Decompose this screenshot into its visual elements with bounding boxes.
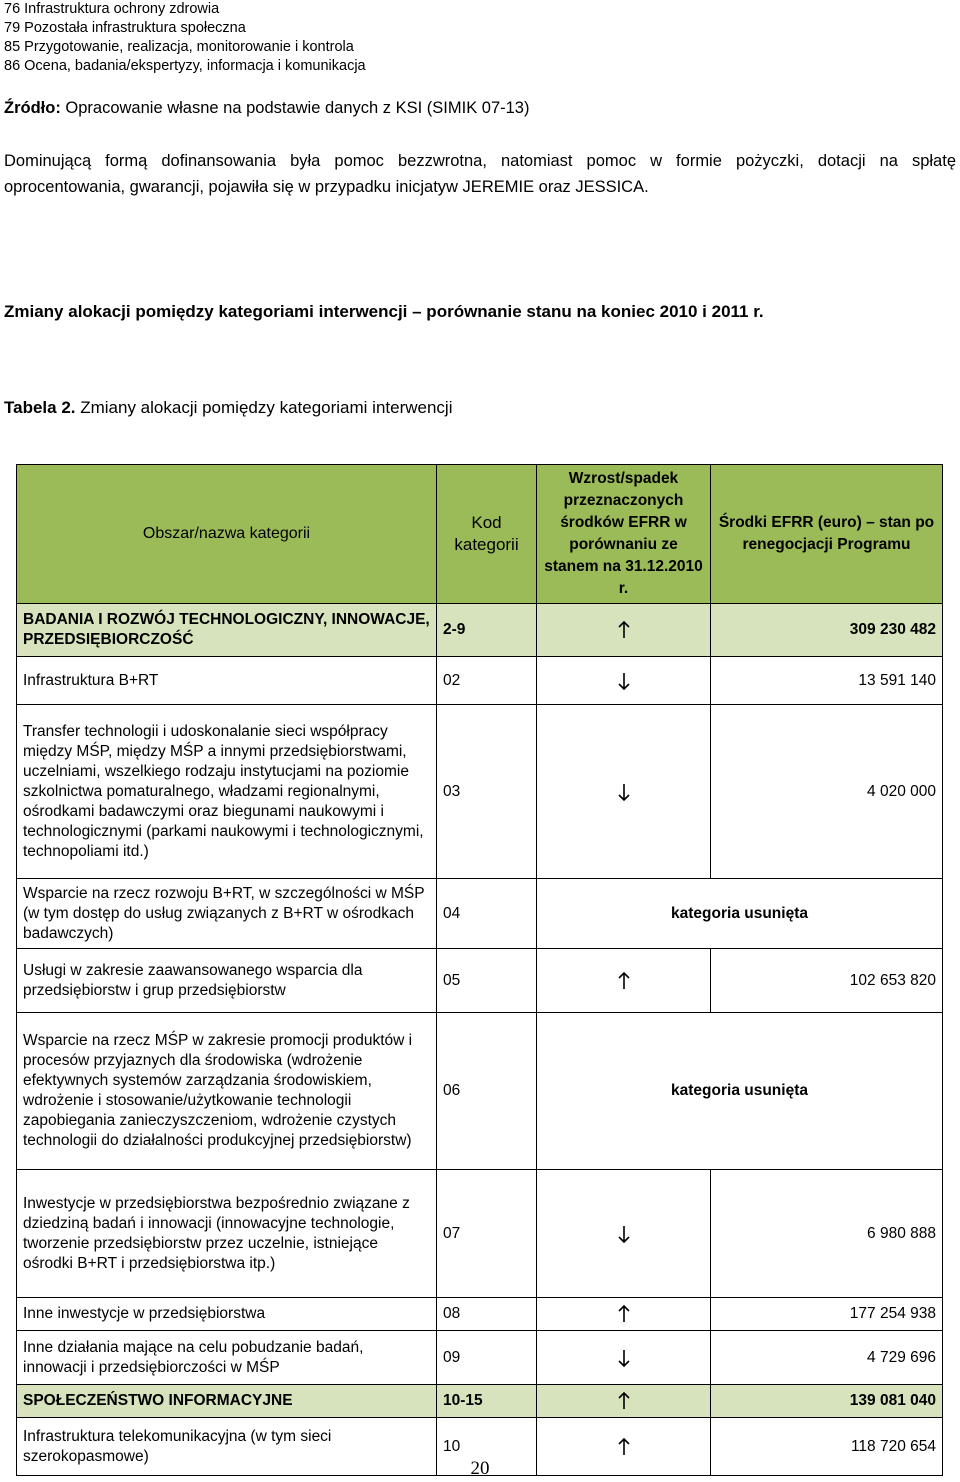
row-name: Transfer technologii i udoskonalanie sieci współpracy między MŚP, między MŚP a innymi przedsiębiorstwami, uczelniami, wszelkiego rodzaju instytucjami na poziomie szkolnictwa pomaturalnego, władzami regionalnymi, ośrodkami badawczymi oraz biegunami naukowymi i technologicznymi (parkami naukowymi i technologicznymi, technopoliami itd.) [17,705,437,879]
row-amount: 118 720 654 [711,1418,943,1476]
table-caption-text: Zmiany alokacji pomiędzy kategoriami interwencji [75,398,453,417]
category-row [17,1385,943,1418]
category-list [4,0,366,76]
row-code: 05 [437,949,537,1013]
header-area: Obszar/nazwa kategorii [17,465,437,604]
row-code: 07 [437,1170,537,1298]
row-direction [537,949,711,1013]
row-amount: 6 980 888 [711,1170,943,1298]
row-code: 02 [437,657,537,705]
table-row [17,705,943,879]
category-list-item: 85 Przygotowanie, realizacja, monitorowanie i kontrola [4,39,354,55]
row-name: Infrastruktura telekomunikacyjna (w tym sieci szerokopasmowe) [17,1418,437,1476]
row-direction [537,1385,711,1418]
row-code: 09 [437,1331,537,1385]
row-code: 06 [437,1013,537,1170]
row-name: Inne inwestycje w przedsiębiorstwa [17,1298,437,1331]
row-direction [537,1170,711,1298]
page-number: 20 [470,1458,490,1479]
row-direction [537,705,711,879]
row-amount: 177 254 938 [711,1298,943,1331]
table-row [17,1331,943,1385]
source-note [4,99,529,118]
row-status: kategoria usunięta [537,1013,943,1170]
row-code: 2-9 [437,604,537,657]
header-funds: Środki EFRR (euro) – stan po renegocjacji Programu [711,465,943,604]
row-name: Wsparcie na rzecz MŚP w zakresie promocji produktów i procesów przyjaznych dla środowiska (wdrożenie efektywnych systemów zarządzania środowiskiem, wdrożenie i stosowanie/użytkowanie technologii zapobiegania zanieczyszczeniom, wdrożenie czystych technologii do działalności produkcyjnej przedsiębiorstw) [17,1013,437,1170]
table-row [17,1170,943,1298]
row-direction [537,657,711,705]
row-name: Inne działania mające na celu pobudzanie badań, innowacji i przedsiębiorczości w MŚP [17,1331,437,1385]
row-name: Usługi w zakresie zaawansowanego wsparcia dla przedsiębiorstw i grup przedsiębiorstw [17,949,437,1013]
row-amount: 13 591 140 [711,657,943,705]
row-amount: 309 230 482 [711,604,943,657]
row-direction [537,1298,711,1331]
arrow-down-icon [616,781,632,803]
table-caption [4,398,452,418]
source-label: Źródło: [4,99,61,117]
table-caption-label: Tabela 2. [4,398,76,417]
arrow-down-icon [616,1347,632,1369]
row-name: Infrastruktura B+RT [17,657,437,705]
section-title: Zmiany alokacji pomiędzy kategoriami interwencji – porównanie stanu na koniec 2010 i 2011 r. [4,302,764,321]
row-name: SPOŁECZEŃSTWO INFORMACYJNE [17,1385,437,1418]
row-code: 10 [437,1418,537,1476]
source-text: Opracowanie własne na podstawie danych z KSI (SIMIK 07-13) [60,99,530,117]
header-code: Kod kategorii [437,465,537,604]
row-code: 08 [437,1298,537,1331]
body-paragraph: Dominującą formą dofinansowania była pomoc bezzwrotna, natomiast pomoc w formie pożyczki, dotacji na spłatę oprocentowania, gwarancji, pojawiła się w przypadku inicjatyw JEREMIE oraz JESSICA. [4,152,956,196]
arrow-up-icon [616,970,632,992]
arrow-down-icon [616,670,632,692]
row-direction [537,604,711,657]
row-name: Wsparcie na rzecz rozwoju B+RT, w szczególności w MŚP (w tym dostęp do usług związanych z B+RT w ośrodkach badawczych) [17,879,437,949]
table-row [17,1298,943,1331]
row-amount: 139 081 040 [711,1385,943,1418]
arrow-up-icon [616,1390,632,1412]
category-list-item: 79 Pozostała infrastruktura społeczna [4,20,246,36]
row-code: 03 [437,705,537,879]
category-row [17,604,943,657]
arrow-down-icon [616,1223,632,1245]
header-change: Wzrost/spadek przeznaczonych środków EFRR w porównaniu ze stanem na 31.12.2010 r. [537,465,711,604]
row-amount: 4 020 000 [711,705,943,879]
arrow-up-icon [616,1303,632,1325]
row-status: kategoria usunięta [537,879,943,949]
table-row [17,657,943,705]
row-amount: 102 653 820 [711,949,943,1013]
table-row [17,1013,943,1170]
table-header-row [17,465,943,604]
arrow-up-icon [616,619,632,641]
category-list-item: 86 Ocena, badania/ekspertyzy, informacja i komunikacja [4,58,366,74]
table-row [17,949,943,1013]
row-name: BADANIA I ROZWÓJ TECHNOLOGICZNY, INNOWACJE, PRZEDSIĘBIORCZOŚĆ [17,604,437,657]
arrow-up-icon [616,1436,632,1458]
row-name: Inwestycje w przedsiębiorstwa bezpośrednio związane z dziedziną badań i innowacji (innowacyjne technologie, tworzenie przedsiębiorstw przez uczelnie, istniejące ośrodki B+RT i przedsiębiorstwa itp.) [17,1170,437,1298]
table-row [17,879,943,949]
row-code: 10-15 [437,1385,537,1418]
category-list-item: 76 Infrastruktura ochrony zdrowia [4,1,220,17]
row-code: 04 [437,879,537,949]
allocation-table [16,464,943,1476]
row-amount: 4 729 696 [711,1331,943,1385]
row-direction [537,1331,711,1385]
